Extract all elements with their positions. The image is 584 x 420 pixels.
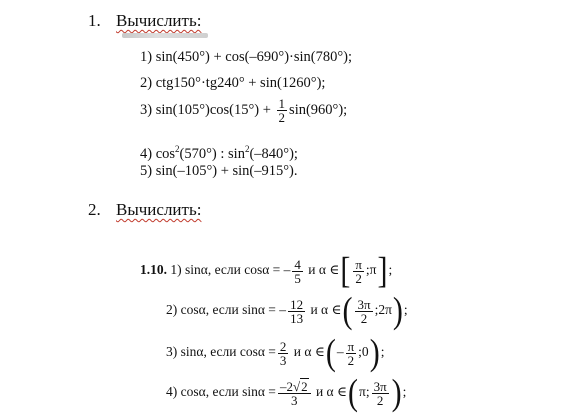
problem-4: 4) cosα, если sinα = $\frac{-2√2}{3}$ и α ∈(π; $\frac{3\pi}{2}$ ); <box>166 371 407 413</box>
section-2-heading <box>88 200 201 220</box>
section-1-heading <box>88 11 201 31</box>
section-2-number: 2. <box>88 200 101 219</box>
section-1-number: 1. <box>88 11 101 30</box>
exercise-3: 3) sin(105°)cos(15°) + $\frac{1}{2}$ sin(960°); <box>140 96 348 125</box>
exercise-4: 4) $\cos^2(570^\circ)$ : $\sin^2(-840^\circ)$; <box>140 144 298 162</box>
problem-3: 3) sinα, если cosα = $\frac{2}{3}$ и α ∈(– $\frac{\pi}{2}$ ;0); <box>166 331 385 373</box>
section-1-title: Вычислить: <box>116 11 202 30</box>
exercise-1: 1) sin(450°) + cos(–690°)·sin(780°); <box>140 49 353 65</box>
problem-2: 2) cosα, если sinα = – $\frac{12}{13}$ и α ∈( $\frac{3\pi}{2}$ ;2π); <box>166 289 408 331</box>
problem-1: 1.10. 1) sinα, если cosα = – $\frac{4}{5}$ и α ∈[ $\frac{\pi}{2}$ ;π]; <box>140 249 393 291</box>
exercise-5: 5) sin(–105°) + sin(–915°). <box>140 163 298 179</box>
exercise-2: 2) ctg150°·tg240° + sin(1260°); <box>140 75 326 91</box>
smudge-decoration <box>122 33 208 38</box>
problem-label: 1.10. <box>140 262 167 278</box>
fraction-one-half: $\frac{1}{2}$ <box>278 96 286 125</box>
section-2-title: Вычислить: <box>116 200 202 219</box>
